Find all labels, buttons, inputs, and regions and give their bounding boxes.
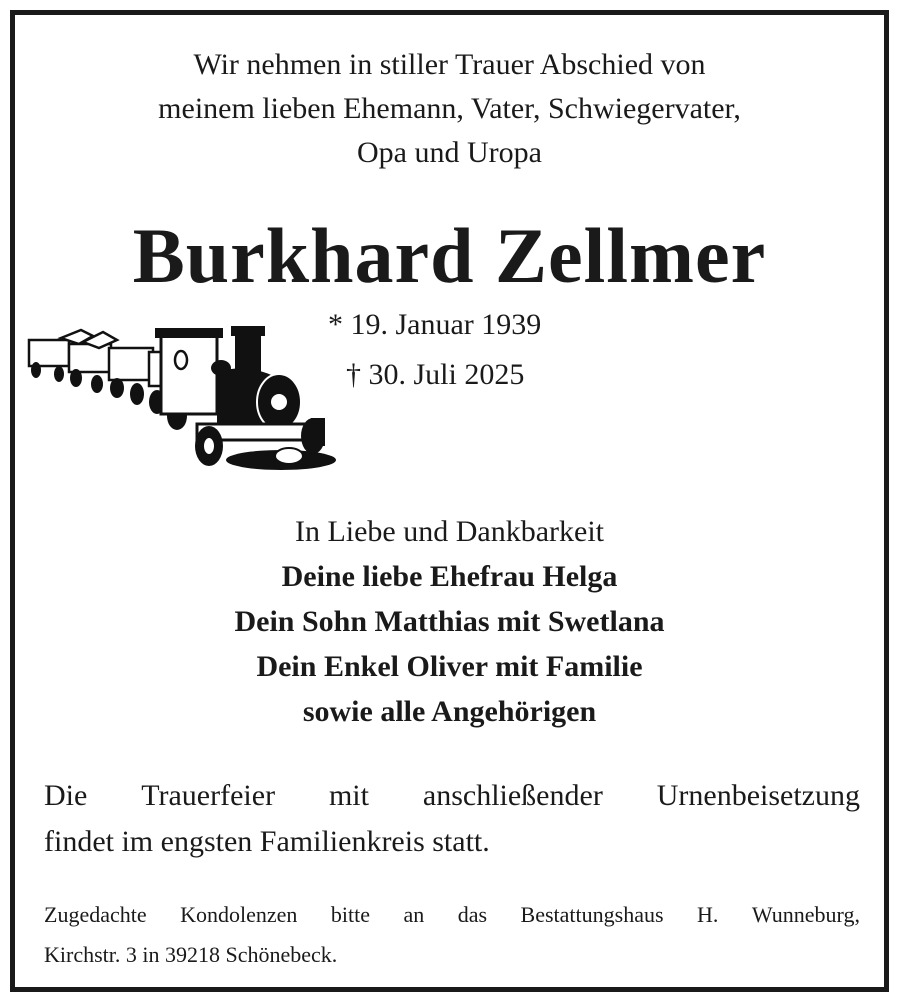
condolences-word: H. (697, 902, 719, 927)
family-line: Dein Enkel Oliver mit Familie (256, 650, 643, 683)
toy-train-icon (21, 308, 336, 478)
birth-date: * 19. Januar 1939 (328, 308, 542, 341)
family-line: sowie alle Angehörigen (302, 695, 597, 728)
condolences-word: Zugedachte (44, 902, 147, 927)
intro-line: Opa und Uropa (357, 136, 542, 169)
ceremony-line-1 (44, 773, 860, 819)
ceremony-word: Trauerfeier (141, 779, 276, 812)
condolences-line-2: Kirchstr. 3 in 39218 Schönebeck. (44, 942, 338, 967)
family-line: Deine liebe Ehefrau Helga (281, 560, 618, 593)
condolences-word: Wunneburg, (751, 902, 860, 927)
life-dates (328, 300, 541, 400)
condolences-note (44, 895, 860, 975)
intro-line: Wir nehmen in stiller Trauer Abschied von (193, 48, 706, 81)
family-signature (15, 509, 884, 734)
condolences-line-1 (44, 895, 860, 935)
intro-line: meinem lieben Ehemann, Vater, Schwiegervater, (158, 92, 741, 125)
intro-text (15, 43, 884, 175)
ceremony-word: mit (328, 779, 369, 812)
family-line: Dein Sohn Matthias mit Swetlana (234, 605, 665, 638)
condolences-word: das (457, 902, 488, 927)
condolences-word: an (403, 902, 425, 927)
ceremony-note (44, 773, 860, 865)
condolences-word: Bestattungshaus (520, 902, 664, 927)
family-intro: In Liebe und Dankbarkeit (294, 515, 605, 548)
condolences-word: Kondolenzen (180, 902, 298, 927)
ceremony-word: anschließender (422, 779, 603, 812)
condolences-word: bitte (330, 902, 370, 927)
ceremony-word: Die (44, 779, 88, 812)
deceased-name: Burkhard Zellmer (132, 212, 767, 299)
ceremony-line-2: findet im engsten Familienkreis statt. (44, 825, 490, 858)
ceremony-word: Urnenbeisetzung (656, 779, 860, 812)
death-date: † 30. Juli 2025 (346, 358, 525, 391)
obituary-notice (10, 10, 889, 992)
